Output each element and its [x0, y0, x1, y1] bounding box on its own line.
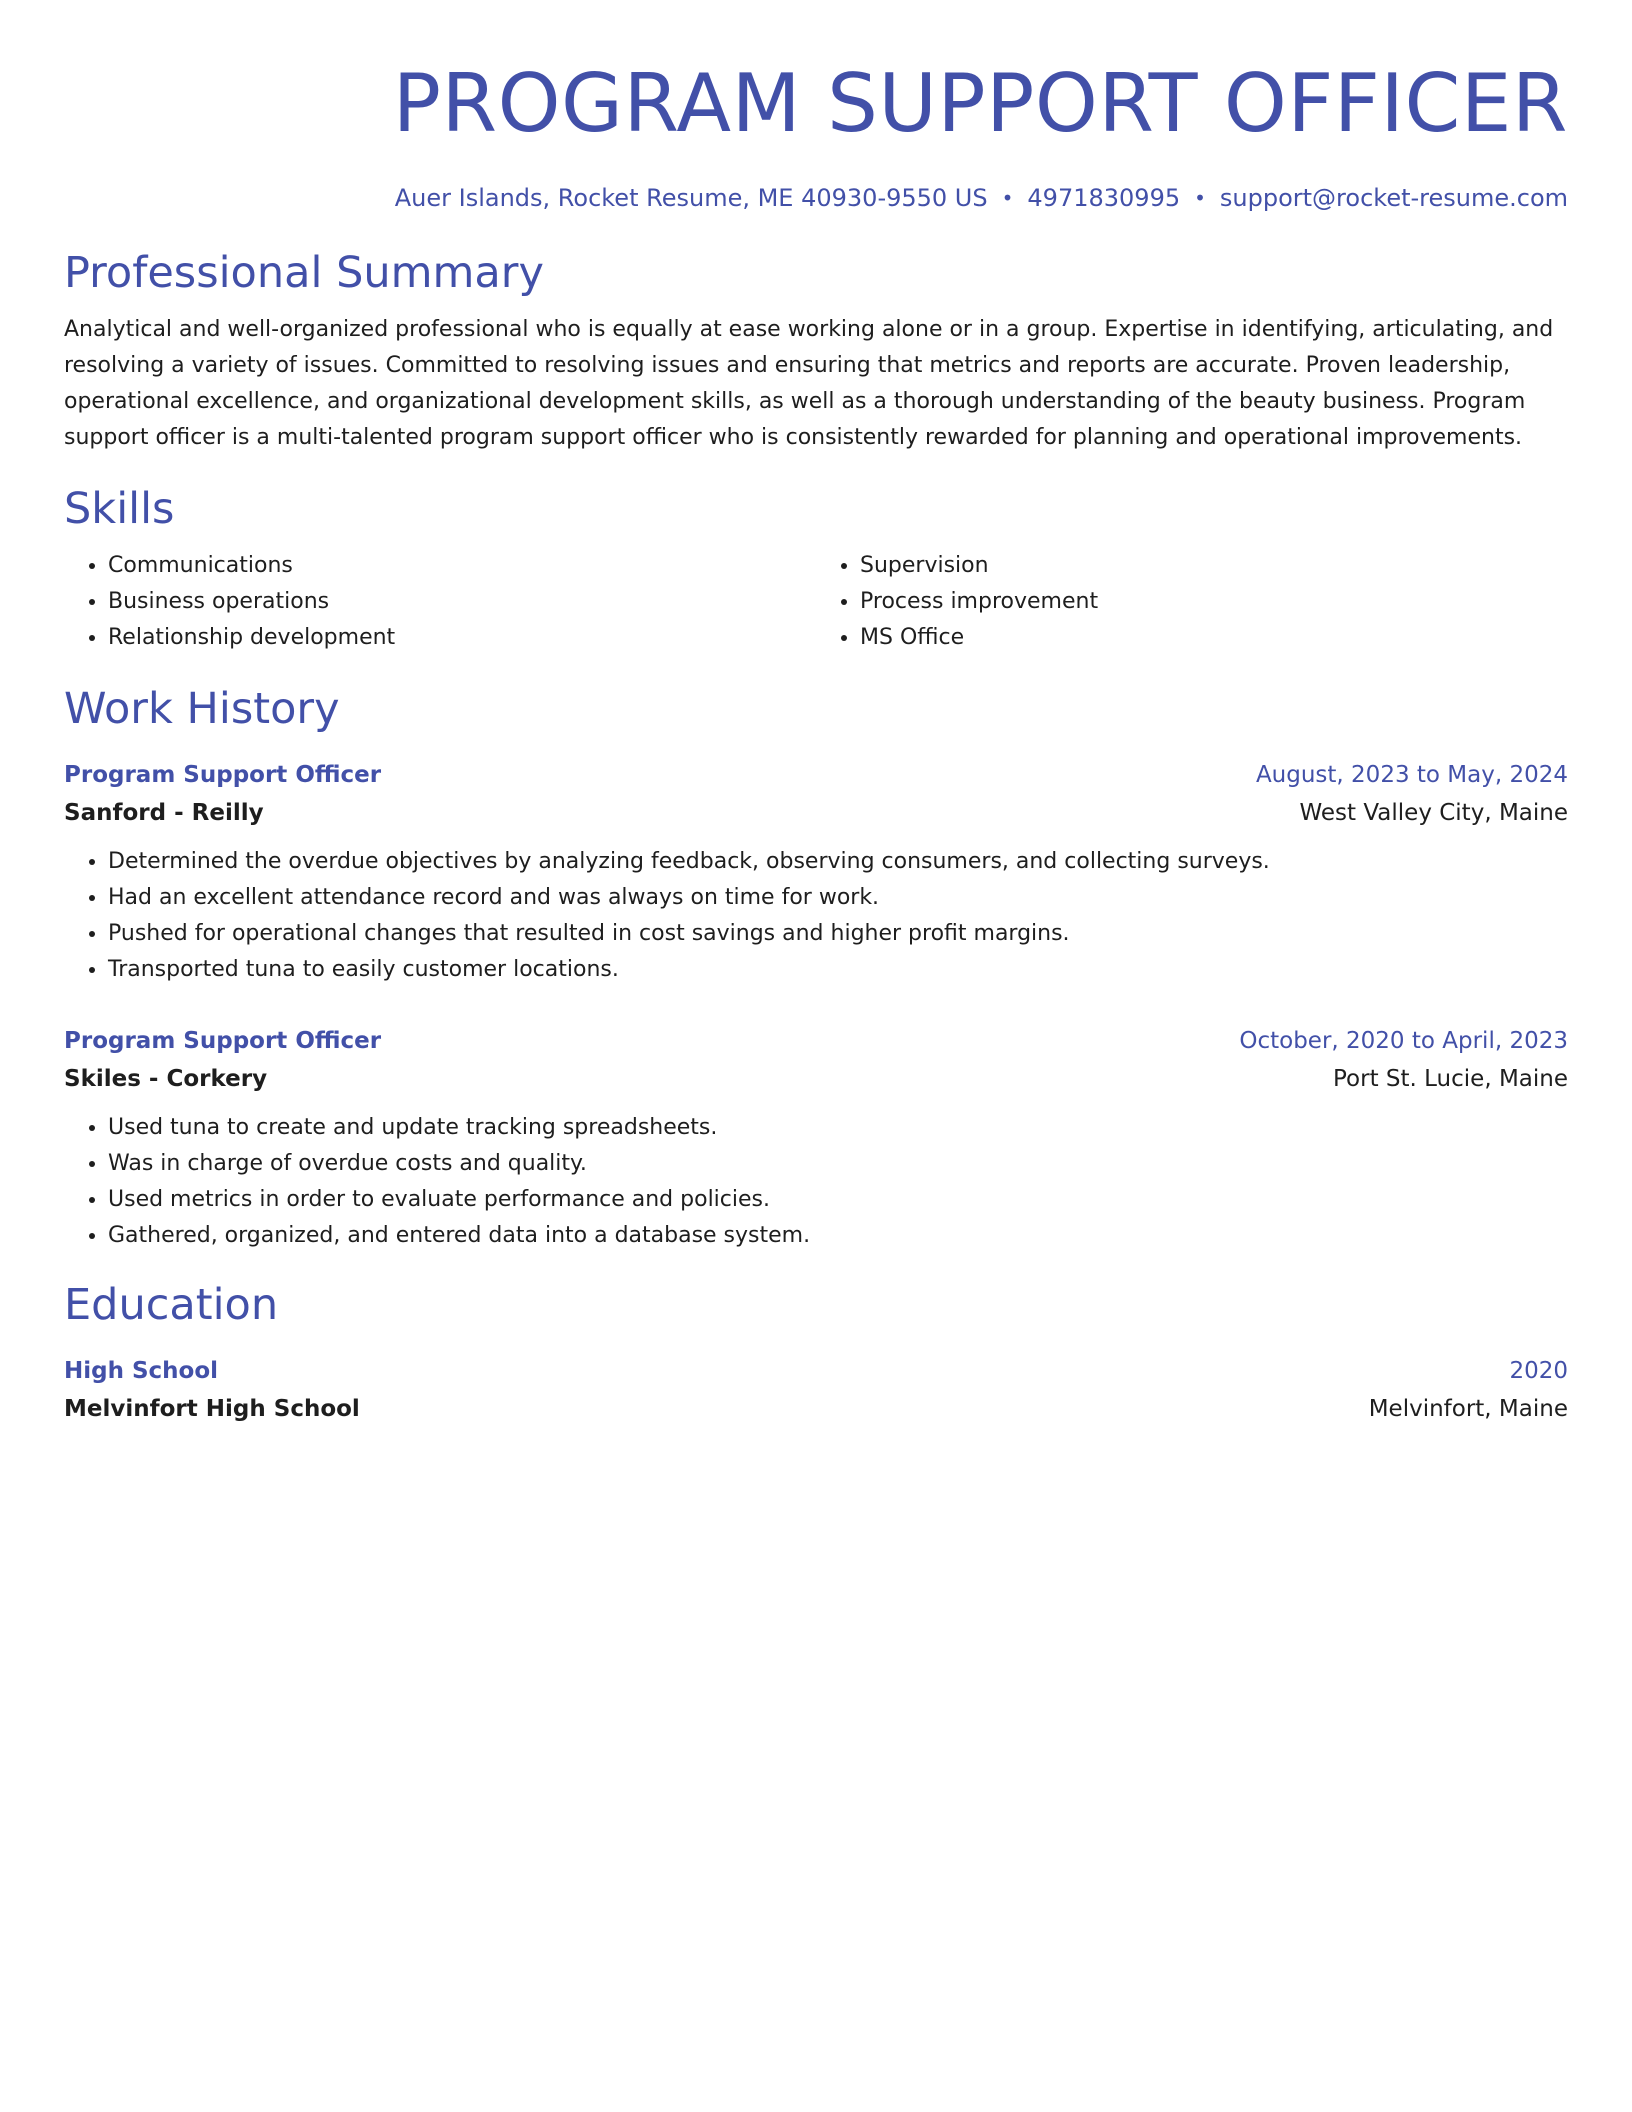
- work-entry: [64, 1022, 1568, 1254]
- section-title-education: Education: [64, 1280, 279, 1330]
- education-entry-header: [64, 1352, 1568, 1390]
- job-location: Port St. Lucie, Maine: [1333, 1066, 1568, 1092]
- job-bullet: • Gathered, organized, and entered data into a database system.: [108, 1218, 1568, 1254]
- skill-item: • MS Office: [860, 620, 1568, 656]
- separator-dot: •: [1001, 186, 1014, 210]
- job-title: Program Support Officer: [64, 1028, 382, 1054]
- school-location: Melvinfort, Maine: [1368, 1396, 1568, 1422]
- job-bullet: • Used tuna to create and update tracking spreadsheets.: [108, 1110, 1568, 1146]
- skills-column-left: [64, 548, 816, 656]
- job-dates: August, 2023 to May, 2024: [1255, 762, 1568, 788]
- job-dates: October, 2020 to April, 2023: [1239, 1028, 1568, 1054]
- graduation-year: 2020: [1509, 1358, 1568, 1384]
- job-location: West Valley City, Maine: [1299, 800, 1568, 826]
- education-entry-subheader: [64, 1390, 1568, 1428]
- job-bullets: [64, 1110, 1568, 1254]
- work-entry-header: [64, 756, 1568, 794]
- job-bullet: • Pushed for operational changes that resulted in cost savings and higher profit margins.: [108, 916, 1568, 952]
- school-name: Melvinfort High School: [64, 1396, 360, 1422]
- company-name: Skiles - Corkery: [64, 1066, 268, 1092]
- candidate-title: PROGRAM SUPPORT OFFICER: [392, 57, 1568, 150]
- job-bullet: • Determined the overdue objectives by analyzing feedback, observing consumers, and collecting surveys.: [108, 844, 1568, 880]
- address: Auer Islands, Rocket Resume, ME 40930-9550 US: [394, 184, 988, 212]
- skills-column-right: [816, 548, 1568, 656]
- skill-item: • Relationship development: [108, 620, 816, 656]
- summary-text: Analytical and well-organized professional who is equally at ease working alone or in a group. Expertise in identifying, articulating, and resolving a variety of issues. Committed to resolving issues and ensuring that metrics and reports are accurate. Proven leadership, operational excellence, and organizational development skills, as well as a thorough understanding of the beauty business. Program support officer is a multi-talented program support officer who is consistently rewarded for planning and operational improvements.: [64, 317, 1554, 450]
- company-name: Sanford - Reilly: [64, 800, 264, 826]
- skill-item: • Supervision: [860, 548, 1568, 584]
- work-entry: [64, 756, 1568, 988]
- education-entry: [64, 1352, 1568, 1428]
- separator-dot: •: [1194, 186, 1206, 210]
- degree-title: High School: [64, 1358, 219, 1384]
- skill-item: • Business operations: [108, 584, 816, 620]
- email-link[interactable]: support@rocket-resume.com: [1219, 184, 1568, 212]
- skill-item: • Process improvement: [860, 584, 1568, 620]
- job-title: Program Support Officer: [64, 762, 382, 788]
- skills-grid: [64, 548, 1568, 656]
- skill-item: • Communications: [108, 548, 816, 584]
- job-bullet: • Used metrics in order to evaluate performance and policies.: [108, 1182, 1568, 1218]
- section-title-skills: Skills: [64, 484, 175, 534]
- work-entry-header: [64, 1022, 1568, 1060]
- job-bullet: • Transported tuna to easily customer locations.: [108, 952, 1568, 988]
- job-bullet: • Was in charge of overdue costs and quality.: [108, 1146, 1568, 1182]
- contact-line: [64, 182, 1568, 214]
- section-title-summary: Professional Summary: [64, 248, 544, 298]
- work-entry-subheader: [64, 1060, 1568, 1098]
- job-bullets: [64, 844, 1568, 988]
- job-bullet: • Had an excellent attendance record and was always on time for work.: [108, 880, 1568, 916]
- work-entry-subheader: [64, 794, 1568, 832]
- phone: 4971830995: [1027, 184, 1181, 212]
- section-title-work-history: Work History: [64, 684, 340, 734]
- resume-header: [64, 56, 1568, 214]
